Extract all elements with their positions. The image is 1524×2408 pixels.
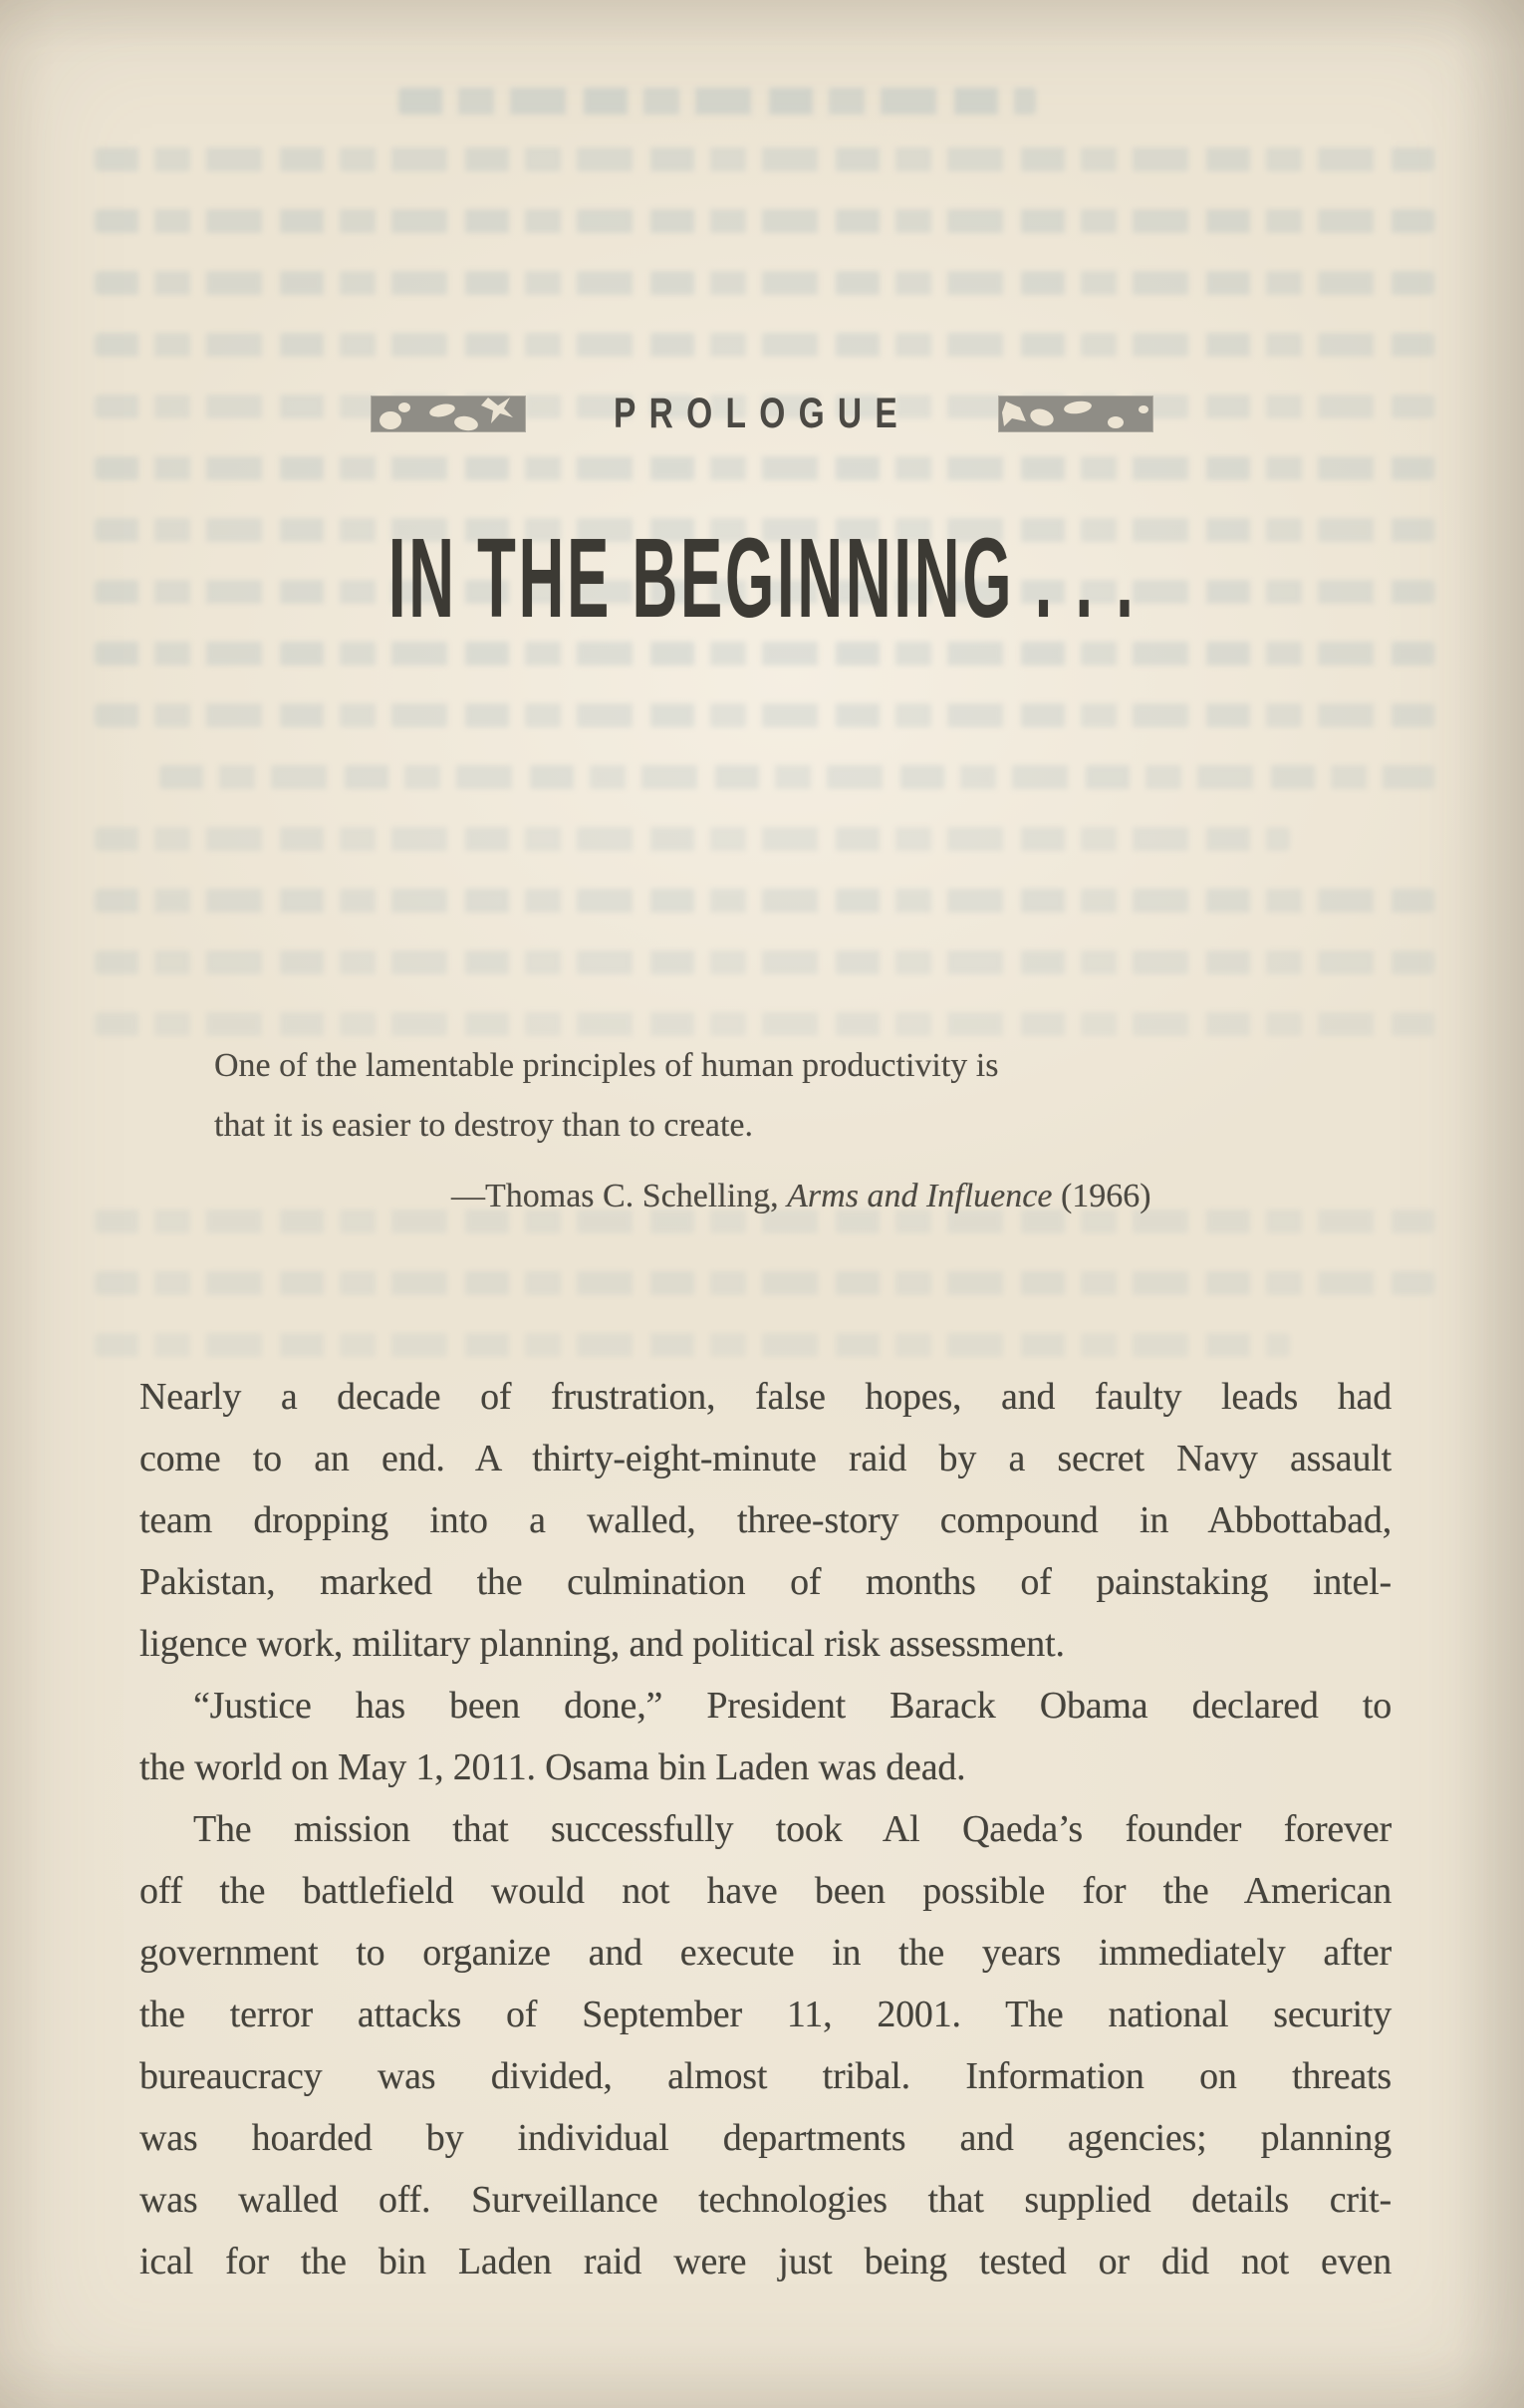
ghost-line	[95, 889, 1434, 913]
prologue-kicker: PROLOGUE	[613, 390, 911, 437]
attribution-work-title: Arms and Influence	[787, 1178, 1053, 1214]
chapter-title-row	[0, 515, 1524, 641]
ghost-line	[95, 1271, 1434, 1295]
text-line: government to organize and execute in the years immediately after	[139, 1932, 1392, 1974]
prologue-heading-row	[0, 390, 1524, 437]
epigraph	[214, 1036, 1215, 1226]
attribution-author: —Thomas C. Schelling,	[451, 1178, 788, 1214]
chapter-title: IN THE BEGINNING . . .	[387, 515, 1137, 641]
text-line: Pakistan, marked the culmination of months of painstaking intel-	[139, 1561, 1392, 1603]
text-line: off the battlefield would not have been possible for the American	[139, 1870, 1392, 1912]
epigraph-attribution	[214, 1167, 1215, 1226]
attribution-year: (1966)	[1052, 1178, 1151, 1214]
ghost-line	[398, 88, 1036, 115]
text-line: ical for the bin Laden raid were just being tested or did not even	[139, 2241, 1392, 2282]
text-line: ligence work, military planning, and political risk assessment.	[139, 1623, 1065, 1665]
body-text	[139, 1366, 1392, 2292]
ghost-line	[95, 1333, 1290, 1357]
ghost-line	[95, 271, 1434, 295]
epigraph-line: One of the lamentable principles of human productivity is	[214, 1047, 999, 1084]
ghost-line	[159, 765, 1434, 789]
text-line: bureaucracy was divided, almost tribal. Information on threats	[139, 2055, 1392, 2097]
text-line: the terror attacks of September 11, 2001. The national security	[139, 1994, 1392, 2035]
text-line: The mission that successfully took Al Qaeda’s founder forever	[193, 1808, 1392, 1850]
ghost-line	[95, 703, 1434, 727]
text-line: team dropping into a walled, three-story compound in Abbottabad,	[139, 1499, 1392, 1541]
text-line: “Justice has been done,” President Barack Obama declared to	[193, 1685, 1392, 1727]
ghost-line	[95, 147, 1434, 171]
text-line: was hoarded by individual departments and agencies; planning	[139, 2117, 1392, 2159]
camo-bar-left-icon	[371, 396, 526, 432]
text-line: the world on May 1, 2011. Osama bin Laden was dead.	[139, 1746, 966, 1788]
ghost-line	[95, 642, 1434, 666]
ghost-line	[95, 209, 1434, 233]
ghost-line	[95, 456, 1434, 480]
ghost-line	[95, 827, 1290, 851]
ghost-line	[95, 950, 1434, 974]
ghost-line	[95, 1012, 1434, 1036]
text-line: Nearly a decade of frustration, false hopes, and faulty leads had	[139, 1376, 1392, 1418]
text-line: come to an end. A thirty-eight-minute raid by a secret Navy assault	[139, 1438, 1392, 1479]
epigraph-line: that it is easier to destroy than to create.	[214, 1107, 753, 1144]
ghost-line	[95, 333, 1434, 357]
text-line: was walled off. Surveillance technologies that supplied details crit-	[139, 2179, 1392, 2221]
camo-bar-right-icon	[998, 396, 1153, 432]
